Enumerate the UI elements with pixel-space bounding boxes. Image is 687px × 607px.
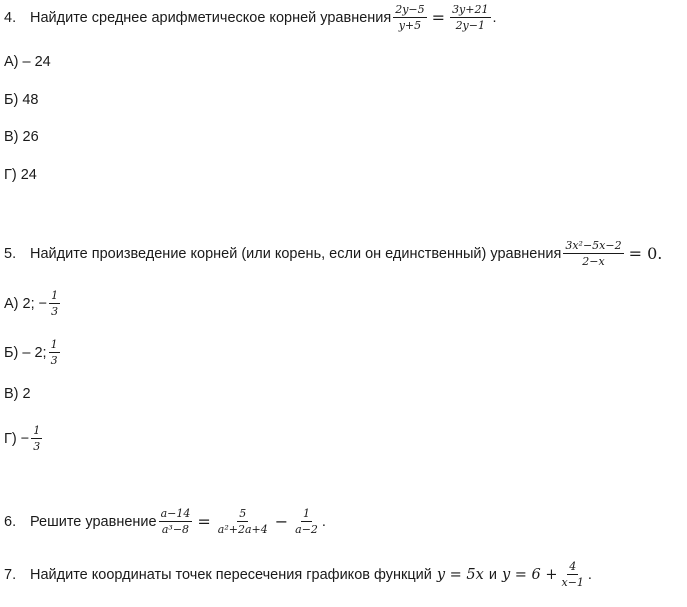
question-5: 5. Найдите произведение корней (или корень, если он единственный) уравнения $\frac{\text{3x²−5x−2}}{2-x}$ = 0.	[4, 239, 663, 268]
question-text: Найдите произведение корней (или корень, если он единственный) уравнения	[30, 245, 562, 262]
question-text: Найдите среднее арифметическое корней уравнения	[30, 9, 392, 26]
fraction-1: $\frac{a-14}{\text{a³−8}}$	[160, 507, 191, 536]
conjunction: и	[488, 566, 497, 583]
q4-option-d: Г) 24	[4, 167, 37, 183]
fraction-equation: $\frac{\text{3x²−5x−2}}{2-x}$	[565, 239, 622, 268]
question-number: 4.	[4, 9, 17, 26]
q4-option-a: А) – 24	[4, 54, 51, 70]
question-text: Найдите координаты точек пересечения графиков функций	[30, 566, 432, 583]
q5-option-b: Б) – 2; $\frac{1}{3}$	[4, 338, 58, 367]
function-2: y = 6 +	[501, 566, 558, 583]
fraction-2: $\frac{5}{\text{a²+2a+4}}$	[217, 507, 268, 536]
question-text: Решите уравнение	[30, 513, 157, 530]
fraction-rhs: $\frac{3y+21}{2y-1}$	[452, 3, 489, 32]
fraction-option-a: $\frac{1}{3}$	[51, 289, 59, 318]
question-number: 7.	[4, 566, 17, 583]
question-4: 4. Найдите среднее арифметическое корней уравнения $\frac{2y-5}{y+5}$ = $\frac{3y+21}{2y-1}$ .	[4, 3, 497, 32]
question-number: 5.	[4, 245, 17, 262]
question-7: 7. Найдите координаты точек пересечения графиков функций y = 5x и y = 6 + $\frac{4}{x-1}$ .	[4, 560, 592, 589]
q5-option-d: Г) − $\frac{1}{3}$	[4, 424, 41, 453]
function-1: y = 5x	[436, 566, 484, 583]
q5-option-c: В) 2	[4, 386, 31, 402]
q5-option-a: А) 2; − $\frac{1}{3}$	[4, 289, 59, 318]
q4-option-b: Б) 48	[4, 92, 39, 108]
fraction-3: $\frac{1}{a-2}$	[295, 507, 318, 536]
question-6: 6. Решите уравнение $\frac{a-14}{\text{a³−8}}$ = $\frac{5}{\text{a²+2a+4}}$ − $\frac{1}{a-2}$ .	[4, 507, 326, 536]
q4-option-c: В) 26	[4, 129, 39, 145]
fraction-option-d: $\frac{1}{3}$	[33, 424, 41, 453]
fraction-function-2: $\frac{4}{x-1}$	[561, 560, 584, 589]
fraction-lhs: $\frac{2y-5}{y+5}$	[395, 3, 425, 32]
fraction-option-b: $\frac{1}{3}$	[50, 338, 58, 367]
question-number: 6.	[4, 513, 17, 530]
